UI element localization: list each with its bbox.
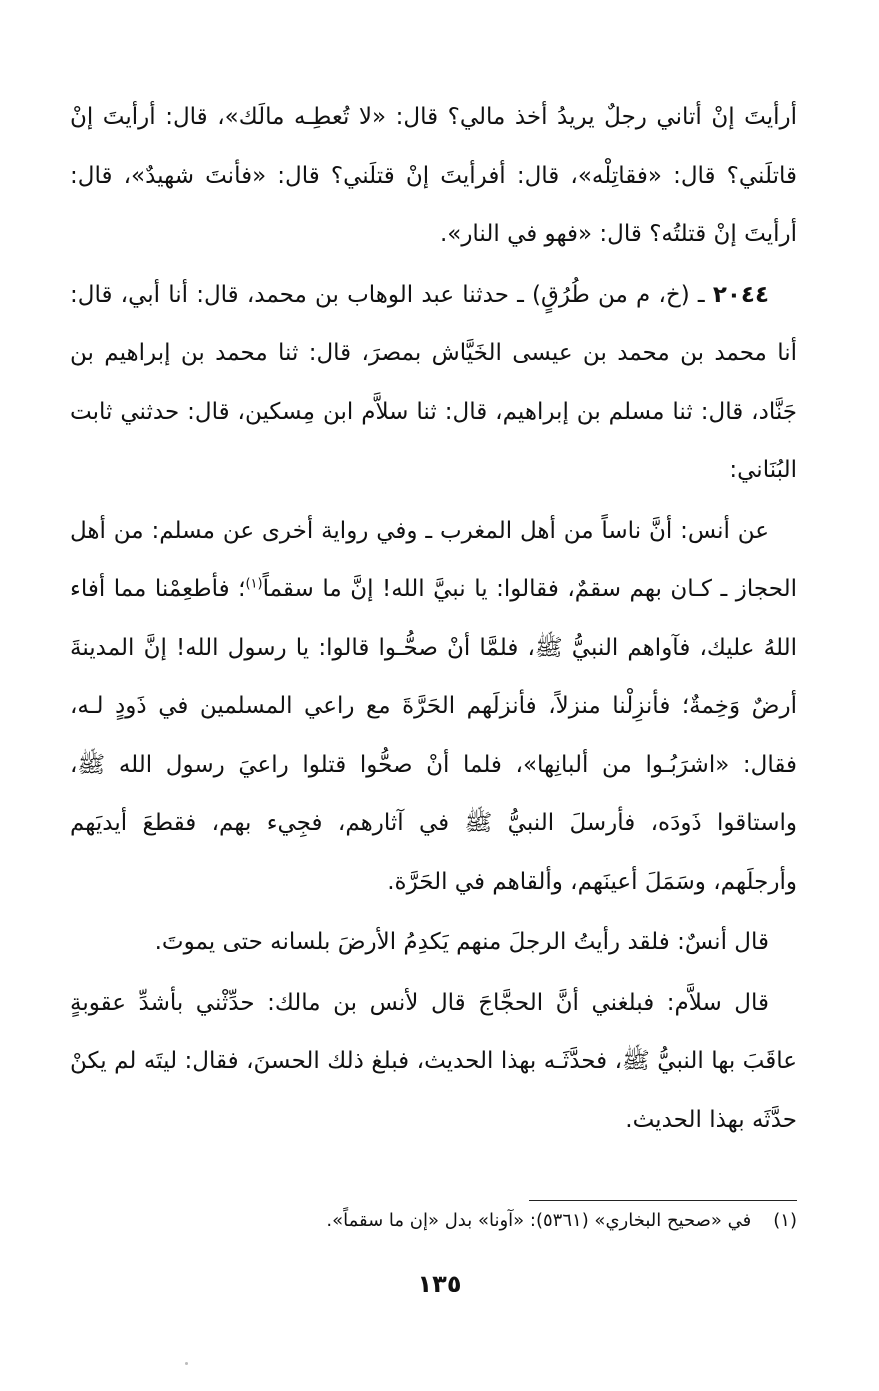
hadith-number: ٢٠٤٤ (712, 281, 769, 308)
paragraph-hadith-2044 (70, 266, 797, 500)
paragraph-sallam-saying (70, 974, 797, 1150)
page-body (70, 88, 797, 1149)
text-line: يا رسول الله! إنَّ المدينةَ أرضٌ وَخِمةٌ؛ فأنزِلْنا منزلاً، فأنزلَهم الحَرَّةَ مع (70, 634, 797, 719)
paragraph-anas-saying (70, 913, 797, 972)
text-line: من أهل الحجاز ـ كـان بهم سقمٌ، فقالوا: يا نبيَّ الله! إنَّ ما سقماً (70, 517, 798, 602)
page-number: ١٣٥ (417, 1270, 462, 1298)
text-line: قال أنسٌ: فلقد رأيتُ الرجلَ منهم يَكدِمُ الأرضَ بلسانه حتى يموتَ. (154, 929, 769, 955)
footnote-text: في «صحيح البخاري» (٥٣٦١): «آونا» بدل «إن ما سقماً». (326, 1210, 752, 1231)
text-line: أنا أبي، قال: أنا محمد بن محمد بن عيسى الخَيَّاش بمصرَ، قال: ثنا (70, 281, 798, 366)
text-line: عقوبةٍ عاقَبَ بها النبيُّ ﷺ، فحدَّثَـه بهذا الحديث، فبلغ ذلك الحسنَ، (70, 989, 797, 1074)
text-line: راعي المسلمين في ذَودٍ لـه، فقال: «اشرَبُـوا من ألبانِها»، فلما أنْ صحُّوا (70, 693, 798, 778)
paragraph-anas-narration (70, 502, 797, 912)
text-line: أرأيتَ إنْ أتاني رجلٌ يريدُ أخذ مالي؟ قال: «لا تُعطِـه مالَك»، قال: (165, 104, 797, 130)
footnote (70, 1206, 797, 1236)
text-line: عن أنس: أنَّ ناساً من أهل المغرب ـ وفي رواية أخرى عن مسلم: (151, 517, 770, 544)
footnote-divider (529, 1200, 797, 1201)
text-line: شهيدٌ»، قال: أرأيتَ إنْ قتلتُه؟ قال: «فهو في النار». (70, 162, 797, 247)
scan-speck (185, 1362, 188, 1365)
text-line: فقال: ليتَه لم يكنْ حدَّثَه بهذا الحديث. (70, 1048, 797, 1133)
text-line: فجِيء بهم، فقطعَ أيديَهم وأرجلَهم، وسَمَلَ أعينَهم، وألقاهم في الحَرَّة. (70, 810, 797, 895)
text-line: أرأيتَ إنْ قاتلَني؟ قال: «فقاتِلْه»، قال: أفرأيتَ إنْ قتلَني؟ قال: «فأنتَ (70, 104, 797, 189)
text-line: ابن مِسكين، قال: حدثني ثابت البُنَاني: (70, 398, 797, 483)
text-line: ـ (خ، م من طُرُقٍ) ـ حدثنا عبد الوهاب بن محمد، قال: (196, 281, 705, 308)
text-line: قال سلاَّم: فبلغني أنَّ الحجَّاجَ قال لأنس بن مالك: حدِّثْني بأشدِّ (138, 989, 769, 1016)
text-line: محمد بن إبراهيم بن جَنَّاد، قال: ثنا مسلم بن إبراهيم، قال: ثنا سلاَّم (70, 340, 797, 425)
text-line: فأطعِمْنا مما أفاء اللهُ عليك، فآواهم النبيُّ ﷺ، فلمَّا أنْ صحُّـوا قالوا: (70, 576, 797, 661)
paragraph-1 (70, 88, 797, 264)
text-line: قتلوا راعيَ رسول الله ﷺ، واستاقوا ذَودَه، فأرسلَ النبيُّ ﷺ في آثارهم، (70, 751, 798, 836)
footnote-number: (١) (773, 1210, 797, 1231)
footnote-reference[interactable]: (١) (245, 576, 263, 592)
text-line: ؛ (238, 576, 246, 602)
